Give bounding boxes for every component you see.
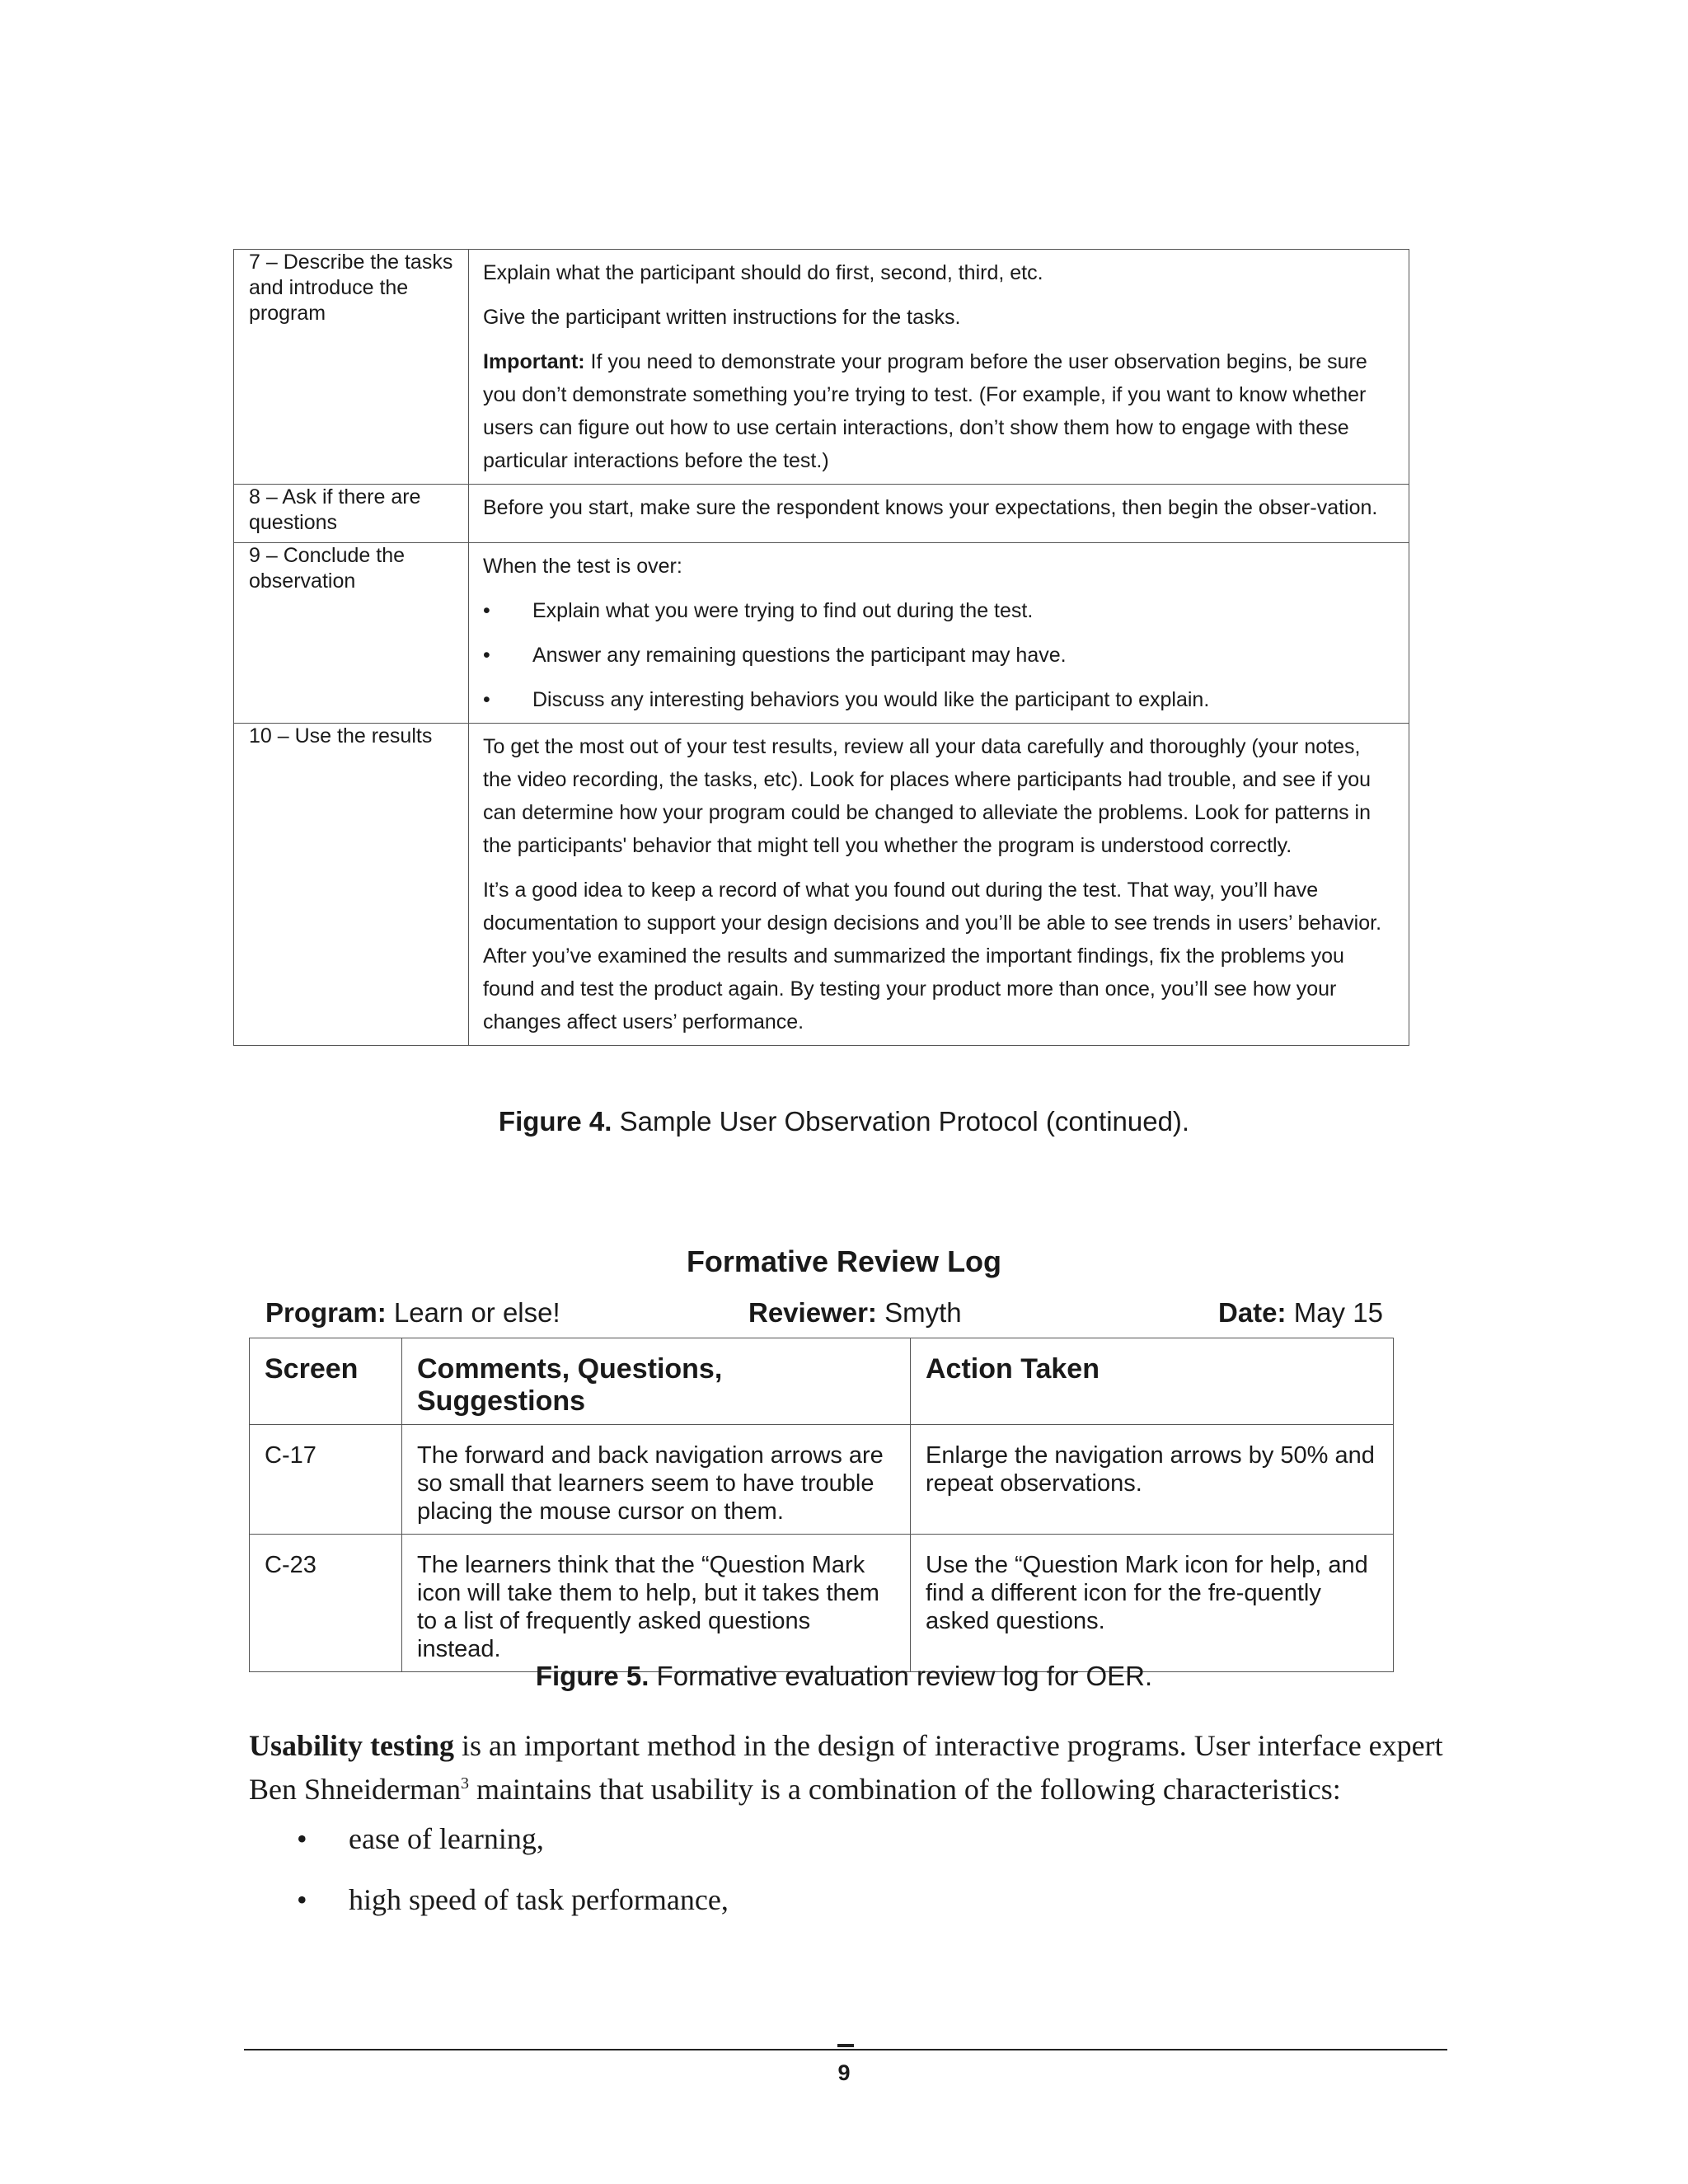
table-row xyxy=(234,250,1409,485)
footer-mark xyxy=(837,2044,854,2047)
paragraph: Explain what the participant should do first, second, third, etc. xyxy=(483,261,1043,284)
figure-text: Formative evaluation review log for OER. xyxy=(649,1661,1153,1691)
column-header: Action Taken xyxy=(911,1338,1394,1425)
figure-label: Figure 5. xyxy=(535,1661,649,1691)
column-header: Comments, Questions, Suggestions xyxy=(402,1338,911,1425)
bullet-icon: • xyxy=(483,688,490,711)
table-row xyxy=(234,485,1409,543)
bullet-icon: • xyxy=(297,1883,307,1916)
list-item xyxy=(483,639,1390,672)
body-text: is an important method in the design of interactive programs. User interface expert Ben Shneiderman xyxy=(249,1729,1443,1806)
table-row xyxy=(250,1535,1394,1672)
log-title: Formative Review Log xyxy=(686,1244,1002,1278)
screen-cell: C-23 xyxy=(250,1535,402,1672)
paragraph: It’s a good idea to keep a record of what you found out during the test. That way, you’ll have documentation to support your design decisions and you’ll be able to see trends in users’ behavior. After you’ve examined the results and summarized the important findings, fix the problems you found and test the product again. By testing your product more than once, you’ll see how your changes affect users’ performance. xyxy=(483,879,1382,1033)
comment-cell: The learners think that the “Question Mark icon will take them to help, but it takes them to a list of frequently asked questions instead. xyxy=(402,1535,911,1672)
list-item-text: ease of learning, xyxy=(349,1822,544,1855)
body-text: maintains that usability is a combination of the following characteristics: xyxy=(468,1773,1341,1806)
step-description xyxy=(469,724,1409,1046)
list-item-text: Explain what you were trying to find out during the test. xyxy=(532,599,1034,622)
protocol-table xyxy=(233,249,1409,1046)
column-header: Screen xyxy=(250,1338,402,1425)
action-cell: Enlarge the navigation arrows by 50% and repeat observations. xyxy=(911,1425,1394,1535)
date-label: Date: xyxy=(1218,1297,1287,1328)
paragraph: When the test is over: xyxy=(483,555,682,578)
term: Usability testing xyxy=(249,1729,455,1762)
list-item xyxy=(297,1821,544,1856)
list-item xyxy=(483,594,1390,627)
date-value: May 15 xyxy=(1286,1297,1383,1328)
date-field xyxy=(1218,1297,1383,1329)
list-item xyxy=(483,683,1390,716)
step-label: 10 – Use the results xyxy=(234,724,469,1046)
footer-rule xyxy=(244,2049,1447,2050)
figure-caption xyxy=(0,1661,1688,1692)
paragraph: To get the most out of your test results, review all your data carefully and thoroughly (your notes, the video recording, the tasks, etc). Look for places where participants had trouble, and see if you can determine how your program could be changed to alleviate the problems. Look for patterns in the participants' behavior that might tell you whether the program is understood correctly. xyxy=(483,735,1372,857)
program-value: Learn or else! xyxy=(386,1297,560,1328)
list-item-text: Discuss any interesting behaviors you would like the participant to explain. xyxy=(532,688,1210,711)
bullet-icon: • xyxy=(483,644,490,667)
screen-cell: C-17 xyxy=(250,1425,402,1535)
body-paragraph xyxy=(249,1727,1461,1808)
figure-label: Figure 4. xyxy=(498,1106,612,1137)
reviewer-field xyxy=(748,1297,962,1329)
step-label: 7 – Describe the tasks and introduce the program xyxy=(234,250,469,485)
important-text: If you need to demonstrate your program before the user observation begins, be sure you don’t demonstrate something you’re trying to test. (For example, if you want to know whether users can figure out how to use certain interactions, don’t show them how to engage with these particular interactions before the test.) xyxy=(483,350,1367,472)
list-item xyxy=(297,1882,729,1917)
step-label: 8 – Ask if there are questions xyxy=(234,485,469,543)
paragraph: Give the participant written instructions for the tasks. xyxy=(483,306,961,329)
review-log-table xyxy=(249,1338,1394,1672)
action-cell: Use the “Question Mark icon for help, and find a different icon for the fre-quently asked questions. xyxy=(911,1535,1394,1672)
bullet-icon: • xyxy=(297,1822,307,1855)
reviewer-label: Reviewer: xyxy=(748,1297,877,1328)
paragraph: Before you start, make sure the respondent knows your expectations, then begin the obser-vation. xyxy=(483,496,1378,519)
step-description xyxy=(469,485,1409,543)
page-number: 9 xyxy=(837,2060,851,2085)
table-row xyxy=(234,724,1409,1046)
list-item-text: Answer any remaining questions the participant may have. xyxy=(532,644,1067,667)
figure-caption xyxy=(0,1106,1688,1137)
program-field xyxy=(265,1297,560,1329)
figure-text: Sample User Observation Protocol (continued). xyxy=(612,1106,1190,1137)
reviewer-value: Smyth xyxy=(876,1297,962,1328)
program-label: Program: xyxy=(265,1297,387,1328)
important-label: Important: xyxy=(483,350,585,373)
comment-cell: The forward and back navigation arrows are so small that learners seem to have trouble placing the mouse cursor on them. xyxy=(402,1425,911,1535)
step-description xyxy=(469,250,1409,485)
step-label: 9 – Conclude the observation xyxy=(234,543,469,724)
step-description xyxy=(469,543,1409,724)
table-row xyxy=(250,1425,1394,1535)
footnote-ref: 3 xyxy=(460,1774,469,1793)
important-note xyxy=(483,345,1390,477)
list-item-text: high speed of task performance, xyxy=(349,1883,729,1916)
table-header-row xyxy=(250,1338,1394,1425)
bullet-icon: • xyxy=(483,599,490,622)
table-row xyxy=(234,543,1409,724)
